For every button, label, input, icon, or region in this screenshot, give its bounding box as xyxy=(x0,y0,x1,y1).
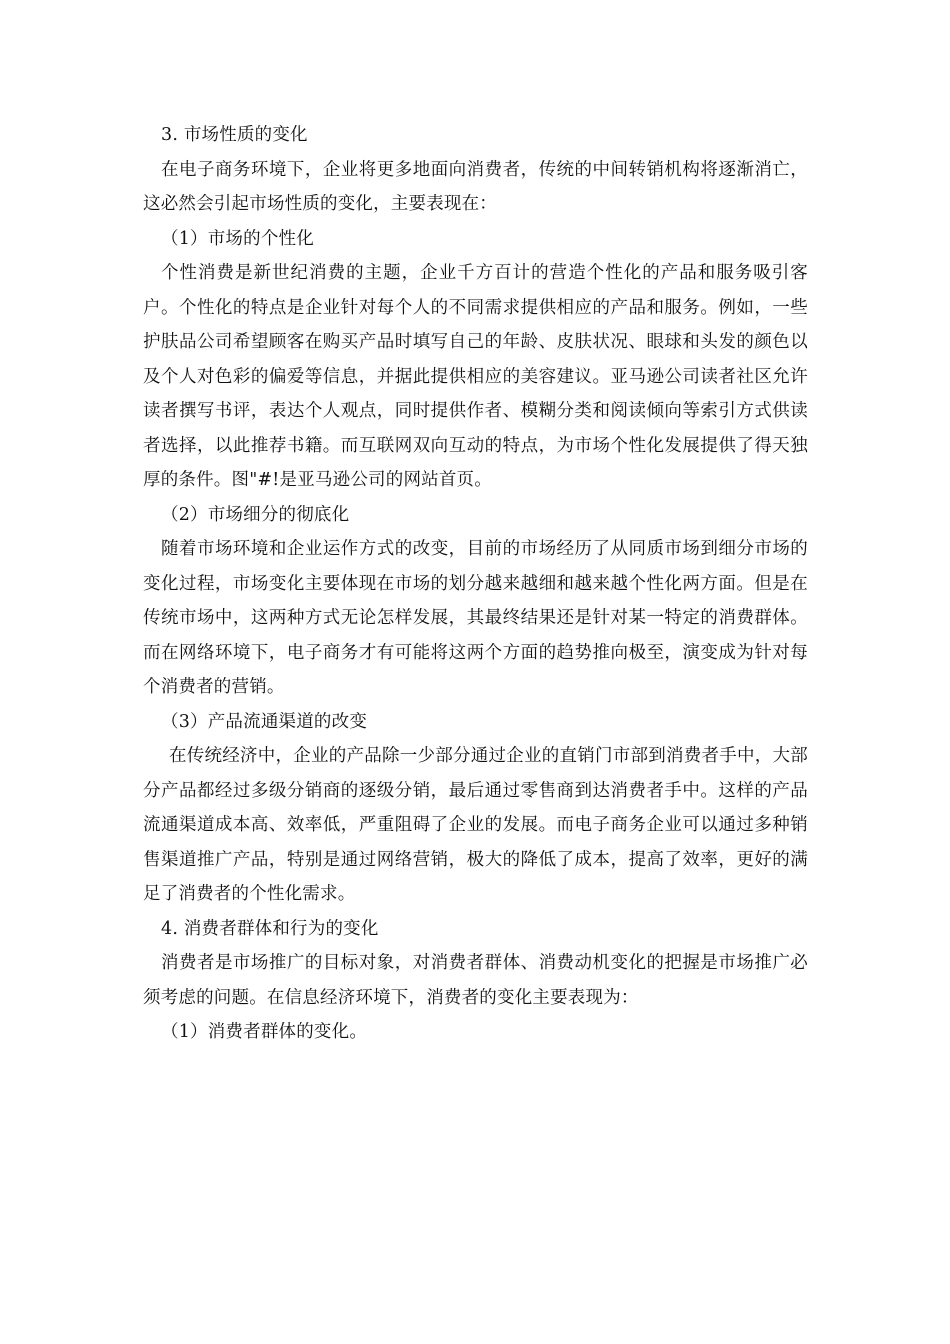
paragraph-market-segmentation: 随着市场环境和企业运作方式的改变，目前的市场经历了从同质市场到细分市场的变化过程，市场变化主要体现在市场的划分越来越细和越来越个性化两方面。但是在传统市场中，这两种方式无论怎样发展，其最终结果还是针对某一特定的消费群体。而在网络环境下，电子商务才有可能将这两个方面的趋势推向极至，演变成为针对每个消费者的营销。 xyxy=(143,539,808,697)
paragraph-distribution-channel: 在传统经济中，企业的产品除一少部分通过企业的直销门市部到消费者手中，大部分产品都经过多级分销商的逐级分销，最后通过零售商到达消费者手中。这样的产品流通渠道成本高、效率低，严重阻碍了企业的发展。而电子商务企业可以通过多种销售渠道推广产品，特别是通过网络营销，极大的降低了成本，提高了效率，更好的满足了消费者的个性化需求。 xyxy=(143,746,808,904)
section-heading-consumer-change: 4. 消费者群体和行为的变化 xyxy=(161,918,379,939)
subheading-market-personalization: （1）市场的个性化 xyxy=(161,228,314,249)
paragraph-market-nature-intro: 在电子商务环境下，企业将更多地面向消费者，传统的中间转销机构将逐渐消亡，这必然会引起市场性质的变化，主要表现在： xyxy=(143,159,808,214)
document-page xyxy=(143,118,808,1050)
section-heading-market-nature: 3. 市场性质的变化 xyxy=(161,125,308,145)
subheading-market-segmentation: （2）市场细分的彻底化 xyxy=(161,504,350,525)
paragraph-consumer-change-intro: 消费者是市场推广的目标对象，对消费者群体、消费动机变化的把握是市场推广必须考虑的问题。在信息经济环境下，消费者的变化主要表现为： xyxy=(143,953,808,1008)
paragraph-market-personalization: 个性消费是新世纪消费的主题，企业千方百计的营造个性化的产品和服务吸引客户。个性化的特点是企业针对每个人的不同需求提供相应的产品和服务。例如，一些护肤品公司希望顾客在购买产品时填写自己的年龄、皮肤状况、眼球和头发的颜色以及个人对色彩的偏爱等信息，并据此提供相应的美容建议。亚马逊公司读者社区允许读者撰写书评，表达个人观点，同时提供作者、模糊分类和阅读倾向等索引方式供读者选择，以此推荐书籍。而互联网双向互动的特点，为市场个性化发展提供了得天独厚的条件。图"#!是亚马逊公司的网站首页。 xyxy=(143,263,808,490)
subheading-distribution-channel: （3）产品流通渠道的改变 xyxy=(161,711,368,732)
subheading-consumer-group-change: （1）消费者群体的变化。 xyxy=(161,1022,368,1042)
